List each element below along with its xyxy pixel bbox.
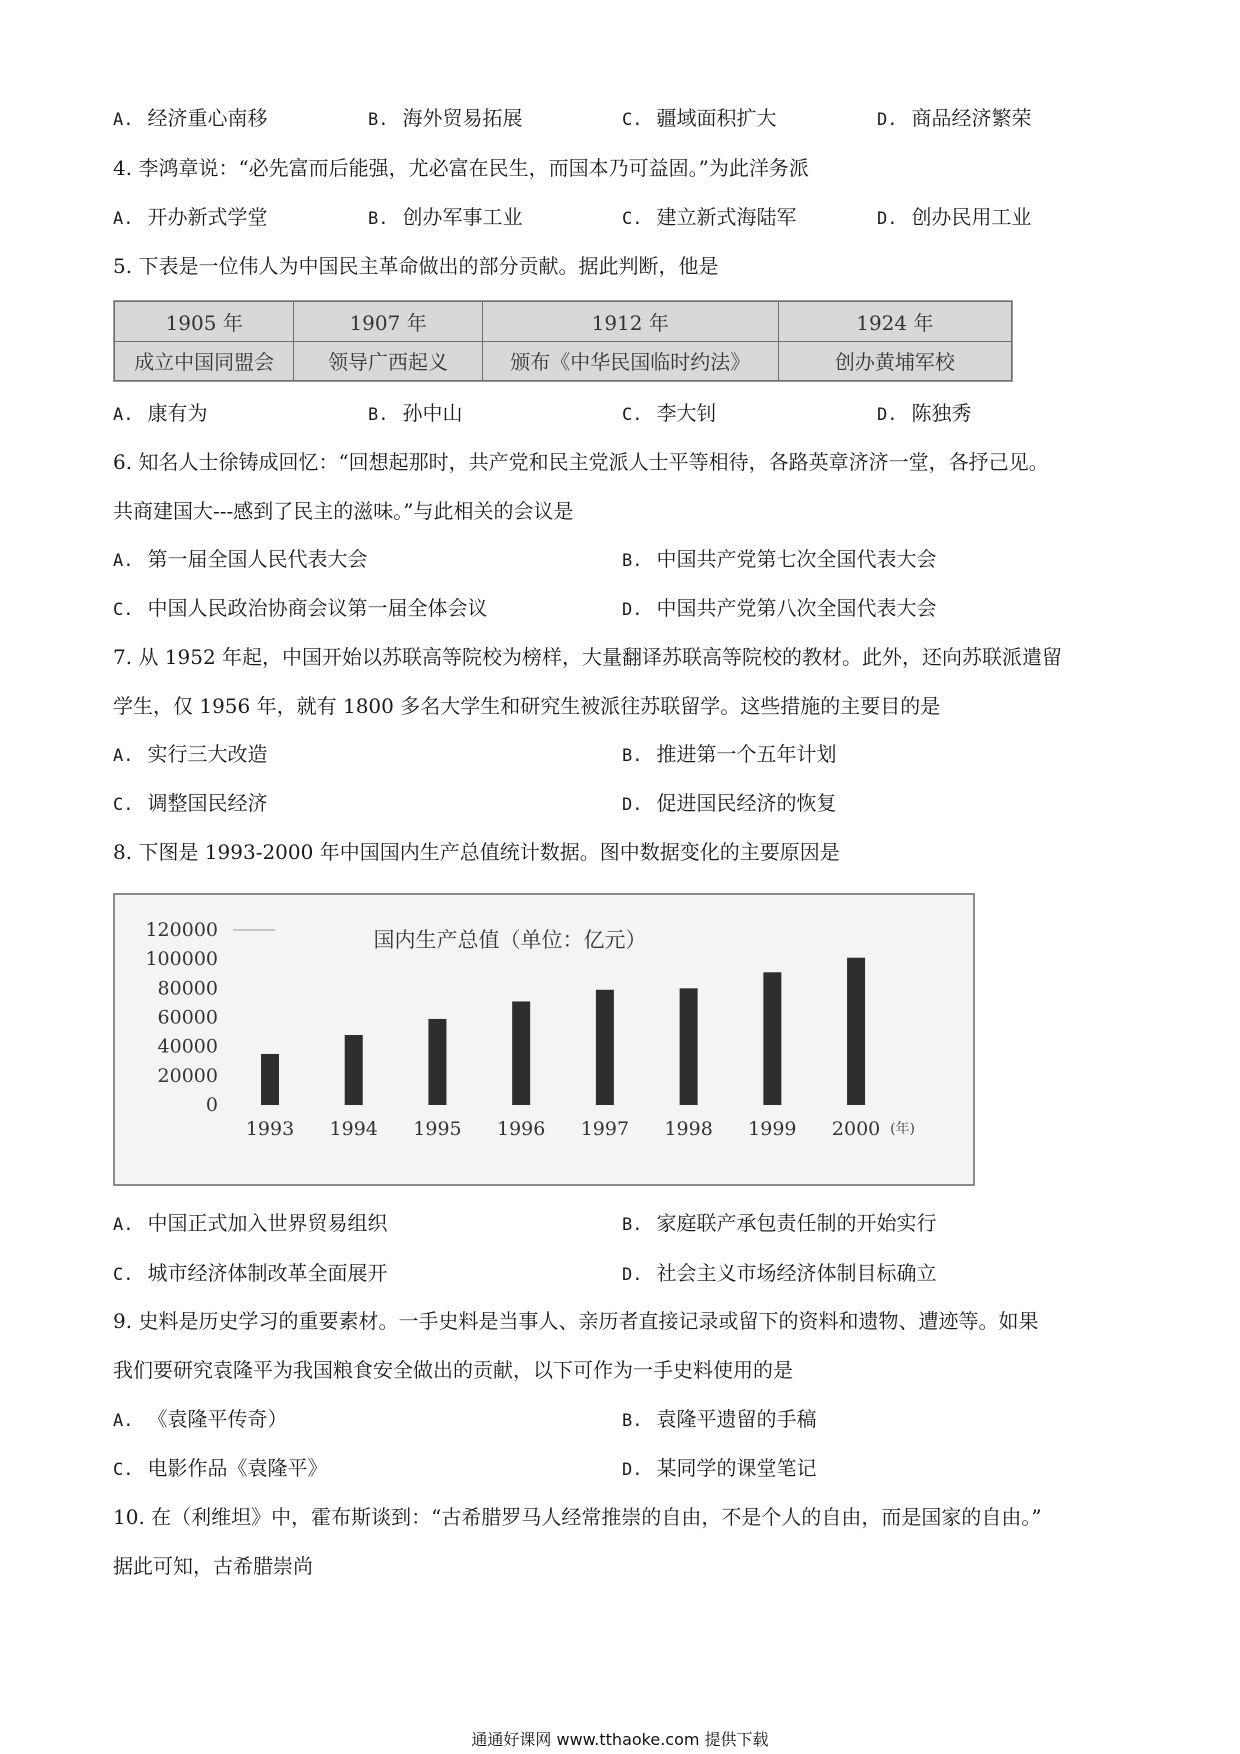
chart-bar: [345, 1035, 363, 1105]
option-text: 孙中山: [402, 401, 463, 425]
option-text: 家庭联产承包责任制的开始实行: [656, 1211, 937, 1235]
q5-option-d: [877, 399, 971, 429]
option-key: B.: [368, 110, 389, 130]
q8-option-b: [622, 1209, 936, 1239]
option-key: B.: [622, 1215, 643, 1235]
chart-bar: [428, 1019, 446, 1105]
table-row: [115, 302, 1012, 342]
option-key: A.: [113, 1215, 134, 1235]
q10-stem-line2: 据此可知，古希腊崇尚: [113, 1554, 313, 1578]
table-cell: 成立中国同盟会: [115, 341, 294, 381]
option-text: 城市经济体制改革全面展开: [147, 1261, 388, 1285]
q5-option-b: [368, 399, 462, 429]
option-text: 创办军事工业: [402, 205, 523, 229]
table-cell: 颁布《中华民国临时约法》: [482, 341, 778, 381]
option-text: 促进国民经济的恢复: [656, 791, 837, 815]
option-key: B.: [622, 1411, 643, 1431]
y-tick-label: 100000: [145, 948, 218, 971]
option-text: 建立新式海陆军: [656, 205, 797, 229]
chart-bar: [512, 1001, 530, 1105]
option-text: 调整国民经济: [147, 791, 268, 815]
table-cell: 创办黄埔军校: [778, 341, 1011, 381]
q7-stem-line1: 7. 从 1952 年起，中国开始以苏联高等院校为榜样，大量翻译苏联高等院校的教材。此外，还向苏联派遣留: [113, 645, 1063, 669]
y-tick-label: 40000: [157, 1035, 218, 1058]
q7-stem-line2: 学生，仅 1956 年，就有 1800 多名大学生和研究生被派往苏联留学。这些措施的主要目的是: [113, 694, 941, 718]
option-key: B.: [622, 746, 643, 766]
chart-bar: [847, 958, 865, 1105]
q5-option-c: [622, 399, 716, 429]
option-key: D.: [877, 405, 898, 425]
option-text: 袁隆平遗留的手稿: [656, 1407, 817, 1431]
gdp-bar-chart: [113, 893, 975, 1186]
option-text: 康有为: [147, 401, 208, 425]
option-key: C.: [622, 209, 643, 229]
x-tick-label: 1995: [413, 1118, 462, 1140]
q8-option-d: [622, 1259, 936, 1289]
q6-stem-line2: 共商建国大---感到了民主的滋味。”与此相关的会议是: [113, 499, 574, 523]
q7-option-d: [622, 789, 836, 819]
option-key: D.: [622, 1265, 643, 1285]
x-tick-label: 1993: [245, 1118, 295, 1140]
q10-stem-line1: 10. 在（利维坦》中，霍布斯谈到：“古希腊罗马人经常推崇的自由，不是个人的自由，而是国家的自由。”: [113, 1505, 1042, 1529]
q8-option-c: [113, 1259, 387, 1289]
option-key: D.: [622, 795, 643, 815]
x-tick-label: 2000: [831, 1118, 881, 1140]
x-axis-unit: (年): [890, 1121, 916, 1137]
option-key: A.: [113, 209, 134, 229]
option-key: A.: [113, 551, 134, 571]
option-text: 《袁隆平传奇）: [147, 1407, 288, 1431]
y-tick-label: 60000: [157, 1006, 218, 1029]
q3-option-c: [622, 104, 776, 134]
x-tick-label: 1996: [496, 1118, 546, 1140]
option-key: D.: [622, 600, 643, 620]
option-key: A.: [113, 110, 134, 130]
y-tick-label: 120000: [145, 919, 218, 941]
q9-option-b: [622, 1405, 816, 1435]
q6-option-a: [113, 545, 367, 575]
q9-stem-line1: 9. 史料是历史学习的重要素材。一手史料是当事人、亲历者直接记录或留下的资料和遗物、遭迹等。如果: [113, 1309, 1039, 1333]
option-text: 中国共产党第八次全国代表大会: [656, 596, 937, 620]
chart-canvas: [115, 895, 973, 1184]
q9-option-a: [113, 1405, 287, 1435]
q8-stem: 8. 下图是 1993-2000 年中国国内生产总值统计数据。图中数据变化的主要原因是: [113, 840, 840, 864]
y-tick-label: 80000: [157, 977, 218, 1000]
q8-option-a: [113, 1209, 387, 1239]
option-key: D.: [877, 209, 898, 229]
option-text: 实行三大改造: [147, 742, 268, 766]
chart-bar: [763, 972, 781, 1105]
y-tick-label: 20000: [157, 1064, 218, 1087]
q5-option-a: [113, 399, 207, 429]
x-tick-label: 1998: [664, 1118, 713, 1140]
option-key: C.: [622, 405, 643, 425]
option-text: 社会主义市场经济体制目标确立: [656, 1261, 937, 1285]
x-tick-label: 1999: [748, 1118, 797, 1140]
option-key: C.: [113, 1460, 134, 1480]
q6-option-b: [622, 545, 936, 575]
option-text: 开办新式学堂: [147, 205, 268, 229]
option-text: 第一届全国人民代表大会: [147, 547, 368, 571]
option-key: C.: [622, 110, 643, 130]
option-key: C.: [113, 600, 134, 620]
option-text: 中国正式加入世界贸易组织: [147, 1211, 388, 1235]
option-key: A.: [113, 746, 134, 766]
option-key: D.: [877, 110, 898, 130]
option-key: D.: [622, 1460, 643, 1480]
q4-option-a: [113, 203, 267, 233]
table-cell: 领导广西起义: [294, 341, 482, 381]
x-tick-label: 1997: [580, 1118, 630, 1140]
option-text: 电影作品《袁隆平》: [147, 1456, 328, 1480]
option-key: B.: [368, 209, 389, 229]
option-text: 疆域面积扩大: [656, 106, 777, 130]
option-key: B.: [622, 551, 643, 571]
table-cell: 1907 年: [294, 302, 482, 342]
option-text: 创办民用工业: [911, 205, 1032, 229]
option-key: A.: [113, 1411, 134, 1431]
q4-option-b: [368, 203, 522, 233]
page-footer: 通通好课网 www.tthaoke.com 提供下载: [471, 1730, 769, 1749]
chart-bar: [680, 988, 698, 1105]
option-key: A.: [113, 405, 134, 425]
q7-option-c: [113, 789, 267, 819]
option-key: C.: [113, 795, 134, 815]
table-cell: 1924 年: [778, 302, 1011, 342]
x-tick-label: 1994: [329, 1118, 378, 1140]
q6-option-d: [622, 594, 936, 624]
q9-stem-line2: 我们要研究袁隆平为我国粮食安全做出的贡献，以下可作为一手史料使用的是: [113, 1358, 793, 1382]
chart-bar: [261, 1054, 279, 1105]
option-text: 经济重心南移: [147, 106, 268, 130]
q4-option-d: [877, 203, 1031, 233]
q9-option-c: [113, 1454, 327, 1484]
q5-table: [113, 300, 1013, 382]
q6-option-c: [113, 594, 487, 624]
q6-stem-line1: 6. 知名人士徐铸成回忆：“回想起那时，共产党和民主党派人士平等相待，各路英章济济一堂，各抒己见。: [113, 450, 1049, 474]
option-text: 某同学的课堂笔记: [656, 1456, 817, 1480]
chart-bar: [596, 990, 614, 1105]
option-text: 海外贸易拓展: [402, 106, 523, 130]
chart-title: 国内生产总值（单位：亿元）: [373, 928, 647, 952]
q3-option-b: [368, 104, 522, 134]
q9-option-d: [622, 1454, 816, 1484]
q3-option-a: [113, 104, 267, 134]
q7-option-a: [113, 740, 267, 770]
q5-stem: 5. 下表是一位伟人为中国民主革命做出的部分贡献。据此判断，他是: [113, 254, 719, 278]
option-text: 李大钊: [656, 401, 717, 425]
q4-stem: 4. 李鸿章说：“必先富而后能强，尤必富在民生，而国本乃可益固。”为此洋务派: [113, 156, 809, 180]
table-cell: 1912 年: [482, 302, 778, 342]
table-cell: 1905 年: [115, 302, 294, 342]
table-row: [115, 341, 1012, 381]
q3-option-d: [877, 104, 1031, 134]
q4-option-c: [622, 203, 796, 233]
option-key: B.: [368, 405, 389, 425]
option-text: 商品经济繁荣: [911, 106, 1032, 130]
q7-option-b: [622, 740, 836, 770]
option-text: 中国共产党第七次全国代表大会: [656, 547, 937, 571]
option-text: 陈独秀: [911, 401, 972, 425]
option-text: 推进第一个五年计划: [656, 742, 837, 766]
y-tick-label: 0: [205, 1094, 218, 1116]
option-key: C.: [113, 1265, 134, 1285]
option-text: 中国人民政治协商会议第一届全体会议: [147, 596, 488, 620]
